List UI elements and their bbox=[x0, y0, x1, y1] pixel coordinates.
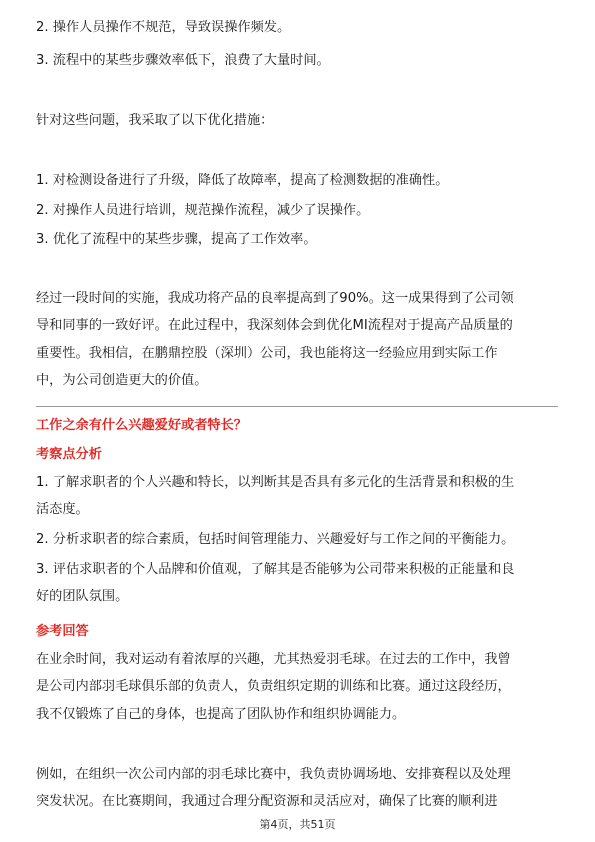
section-divider bbox=[36, 406, 558, 407]
list-item-continuation: 好的团队氛围。 bbox=[36, 589, 129, 604]
list-item: 3. 优化了流程中的某些步骤，提高了工作效率。 bbox=[36, 232, 317, 247]
paragraph-line: 突发状况。在比赛期间，我通过合理分配资源和灵活应对，确保了比赛的顺利进 bbox=[36, 794, 498, 809]
list-item: 3. 流程中的某些步骤效率低下，浪费了大量时间。 bbox=[36, 53, 330, 68]
paragraph-line: 在业余时间，我对运动有着浓厚的兴趣，尤其热爱羽毛球。在过去的工作中，我曾 bbox=[36, 652, 511, 667]
list-item: 2. 操作人员操作不规范，导致误操作频发。 bbox=[36, 20, 291, 35]
paragraph-line: 导和同事的一致好评。在此过程中，我深刻体会到优化MI流程对于提高产品质量的 bbox=[36, 318, 513, 333]
answer-heading: 参考回答 bbox=[36, 624, 89, 639]
list-item: 2. 对操作人员进行培训，规范操作流程，减少了误操作。 bbox=[36, 203, 370, 218]
paragraph-line: 我不仅锻炼了自己的身体，也提高了团队协作和组织协调能力。 bbox=[36, 707, 406, 722]
paragraph-line: 中，为公司创造更大的价值。 bbox=[36, 373, 208, 388]
list-item: 1. 了解求职者的个人兴趣和特长，以判断其是否具有多元化的生活背景和积极的生 bbox=[36, 475, 515, 490]
paragraph-line: 例如，在组织一次公司内部的羽毛球比赛中，我负责协调场地、安排赛程以及处理 bbox=[36, 767, 511, 782]
paragraph-line: 重要性。我相信，在鹏鼎控股（深圳）公司，我也能将这一经验应用到实际工作 bbox=[36, 346, 498, 361]
question-title: 工作之余有什么兴趣爱好或者特长？ bbox=[36, 418, 247, 433]
page-number: 第4页，共51页 bbox=[259, 818, 336, 831]
paragraph-line: 是公司内部羽毛球俱乐部的负责人，负责组织定期的训练和比赛。通过这段经历， bbox=[36, 679, 511, 694]
paragraph-line: 经过一段时间的实施，我成功将产品的良率提高到了90%。这一成果得到了公司领 bbox=[36, 291, 514, 306]
analysis-heading: 考察点分析 bbox=[36, 447, 102, 462]
list-item: 2. 分析求职者的综合素质，包括时间管理能力、兴趣爱好与工作之间的平衡能力。 bbox=[36, 532, 515, 547]
paragraph-intro: 针对这些问题，我采取了以下优化措施： bbox=[36, 113, 274, 128]
list-item-continuation: 活态度。 bbox=[36, 502, 89, 517]
list-item: 1. 对检测设备进行了升级，降低了故障率，提高了检测数据的准确性。 bbox=[36, 173, 449, 188]
list-item: 3. 评估求职者的个人品牌和价值观，了解其是否能够为公司带来积极的正能量和良 bbox=[36, 562, 515, 577]
